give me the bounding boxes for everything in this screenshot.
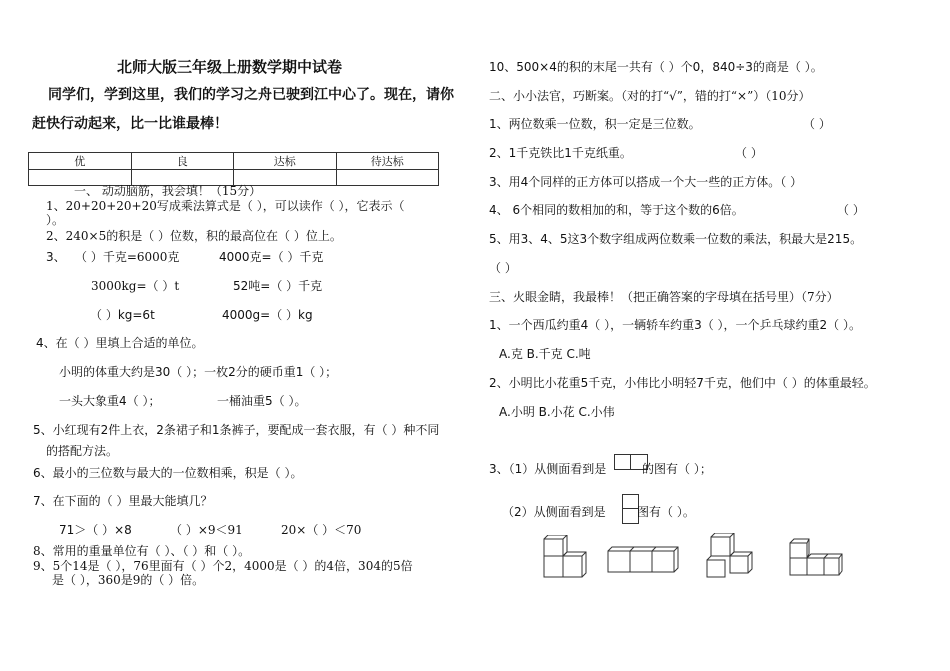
s1-question-7-c: 20×（ ）＜70 xyxy=(281,523,362,537)
s1-question-3-c: 3000kg=（ ）t xyxy=(91,279,180,293)
s1-question-7-b: （ ）×9＜91 xyxy=(170,523,243,537)
s1-question-5-line2: 的搭配方法。 xyxy=(46,444,119,458)
cube-figure-1 xyxy=(542,535,592,579)
rating-header-cell: 待达标 xyxy=(336,153,439,170)
s3-question-1: 1、一个西瓜约重4（ ），一辆轿车约重3（ ），一个乒乓球约重2（ ）。 xyxy=(489,318,861,332)
rating-header-cell: 优 xyxy=(29,153,132,170)
s1-question-9-line1: 9、5个14是（ ），76里面有（ ）个2，4000是（ ）的4倍，304的5倍 xyxy=(33,559,413,573)
s2-question-1-bracket[interactable]: （ ） xyxy=(803,117,831,131)
intro-text-line1: 同学们，学到这里，我们的学习之舟已驶到江中心了。现在，请你 xyxy=(48,87,454,103)
rating-cell[interactable] xyxy=(336,170,439,186)
section3-heading: 三、火眼金睛，我最棒！（把正确答案的字母填在括号里）（7分） xyxy=(489,290,839,304)
section2-heading: 二、小小法官，巧断案。（对的打“√”，错的打“×”）（10分） xyxy=(489,89,811,103)
s1-question-4-a: 小明的体重大约是30（ ）；一枚2分的硬币重1（ ）； xyxy=(59,365,338,379)
s3-question-2-options: A.小明 B.小花 C.小伟 xyxy=(499,405,615,419)
s1-question-2: 2、240×5的积是（ ）位数，积的最高位在（ ）位上。 xyxy=(46,229,342,243)
s1-question-3-f: 4000g=（ ）kg xyxy=(222,308,313,322)
s2-question-4-bracket[interactable]: （ ） xyxy=(837,203,865,217)
s1-question-4: 4、在（ ）里填上合适的单位。 xyxy=(36,336,204,350)
s1-question-3-b: 4000克=（ ）千克 xyxy=(219,250,324,264)
s1-question-3-d: 52吨=（ ）千克 xyxy=(233,279,323,293)
s3-question-3-part2-lead: （2）从侧面看到是 xyxy=(502,505,606,519)
cube-figure-4 xyxy=(788,538,844,578)
s3-question-1-options: A.克 B.千克 C.吨 xyxy=(499,347,591,361)
rating-table xyxy=(28,152,439,186)
s1-question-8: 8、常用的重量单位有（ ）、（ ）和（ ）。 xyxy=(33,544,251,558)
s2-question-5-line2[interactable]: （ ） xyxy=(489,261,517,275)
rating-header-cell: 达标 xyxy=(234,153,337,170)
s1-question-9-line2: 是（ ），360是9的（ ）倍。 xyxy=(52,573,205,587)
cube-figure-3 xyxy=(705,533,755,579)
section1-heading: 一、 动动脑筋，我会填！（15分） xyxy=(74,184,262,198)
s1-question-10: 10、500×4的积的末尾一共有（ ）个0，840÷3的商是（ ）。 xyxy=(489,60,823,74)
s1-question-6: 6、最小的三位数与最大的一位数相乘，积是（ ）。 xyxy=(33,466,303,480)
s1-question-7: 7、在下面的（ ）里最大能填几？ xyxy=(33,494,213,508)
s3-question-3-part1-tail: 的图有（ ）； xyxy=(642,462,712,476)
s2-question-3: 3、用4个同样的正方体可以搭成一个大一些的正方体。（ ） xyxy=(489,175,803,189)
s2-question-5-line1: 5、用3、4、5这3个数字组成两位数乘一位数的乘法，积最大是215。 xyxy=(489,232,863,246)
s1-question-4-b: 一头大象重4（ ）； xyxy=(59,394,161,408)
s3-question-3-part2-tail: 图有（ ）。 xyxy=(637,505,695,519)
rating-header-cell: 良 xyxy=(131,153,234,170)
s3-question-2: 2、小明比小花重5千克，小伟比小明轻7千克，他们中（ ）的体重最轻。 xyxy=(489,376,876,390)
s1-question-3-e: （ ）kg=6t xyxy=(90,308,155,322)
s2-question-2-bracket[interactable]: （ ） xyxy=(735,146,763,160)
s1-question-4-c: 一桶油重5（ ）。 xyxy=(217,394,307,408)
s3-question-3-part1-lead: 3、（1）从侧面看到是 xyxy=(489,462,607,476)
s1-question-3-label: 3、 xyxy=(46,250,66,264)
intro-text-line2: 赶快行动起来，比一比谁最棒！ xyxy=(32,116,228,132)
s1-question-7-a: 71＞（ ）×8 xyxy=(59,523,132,537)
cube-figure-2 xyxy=(606,545,682,575)
s1-question-5-line1: 5、小红现有2件上衣，2条裙子和1条裤子，要配成一套衣服，有（ ）种不同 xyxy=(33,423,440,437)
s2-question-4: 4、 6个相同的数相加的和，等于这个数的6倍。 xyxy=(489,203,744,217)
s1-question-1-line1: 1、20+20+20+20写成乘法算式是（ ），可以读作（ ），它表示（ xyxy=(46,199,405,213)
s1-question-1-line2: ）。 xyxy=(46,213,65,227)
s1-question-3-a: （ ）千克=6000克 xyxy=(75,250,180,264)
page-title: 北师大版三年级上册数学期中试卷 xyxy=(117,58,343,76)
s2-question-2: 2、1千克铁比1千克纸重。 xyxy=(489,146,632,160)
rating-table-header-row xyxy=(29,153,439,170)
s2-question-1: 1、两位数乘一位数，积一定是三位数。 xyxy=(489,117,701,131)
